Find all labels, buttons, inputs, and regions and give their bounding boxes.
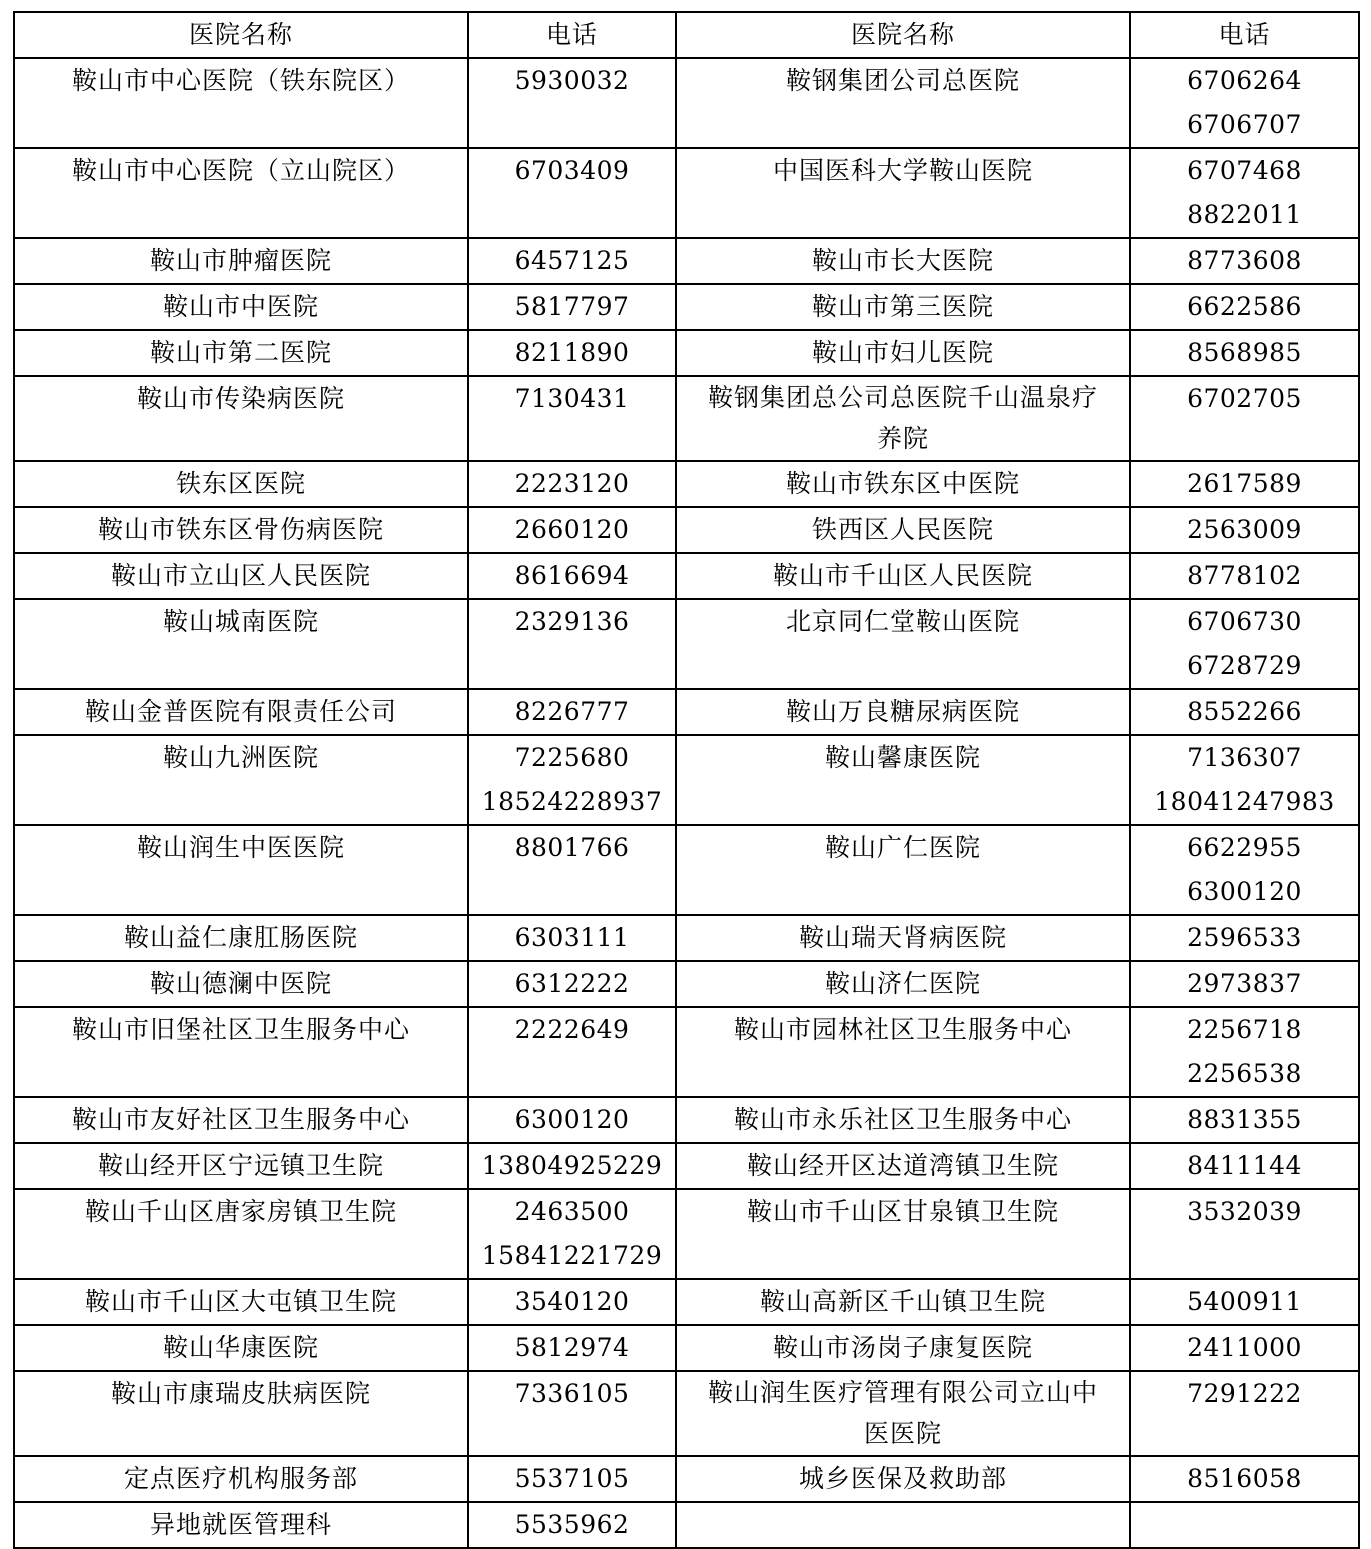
table-row: [14, 961, 1359, 1007]
table-row: [14, 1143, 1359, 1189]
phone-cell: 7130431: [468, 376, 676, 461]
phone-cell: [1130, 735, 1359, 825]
hospital-name-cell: [676, 376, 1130, 461]
phone-number: 3532039: [1187, 1197, 1302, 1226]
phone-number: 6706707: [1187, 110, 1302, 139]
phone-cell: 2660120: [468, 507, 676, 553]
phone-number: 5930032: [514, 66, 630, 95]
hospital-name-line: 医医院: [863, 1419, 942, 1448]
hospital-name-cell: 定点医疗机构服务部: [14, 1456, 468, 1502]
phone-cell: 8516058: [1130, 1456, 1359, 1502]
hospital-name-cell: 鞍山市长大医院: [676, 238, 1130, 284]
phone-cell: [468, 58, 676, 148]
phone-number: 15841221729: [481, 1241, 663, 1270]
phone-cell: 8552266: [1130, 689, 1359, 735]
hospital-name-cell: 鞍山市中心医院（铁东院区）: [14, 58, 468, 148]
phone-number: 2256718: [1187, 1015, 1302, 1044]
phone-number: 6703409: [514, 156, 630, 185]
phone-number: 8822011: [1187, 200, 1302, 229]
hospital-name-cell: 鞍山经开区达道湾镇卫生院: [676, 1143, 1130, 1189]
hospital-name-cell: 鞍山市千山区大屯镇卫生院: [14, 1279, 468, 1325]
phone-cell: 2563009: [1130, 507, 1359, 553]
phone-cell: [468, 148, 676, 238]
phone-number: 8801766: [514, 833, 630, 862]
hospital-name-line: 鞍山润生医疗管理有限公司立山中: [707, 1378, 1098, 1407]
phone-cell: [468, 1007, 676, 1097]
hospital-name-cell: 鞍山市永乐社区卫生服务中心: [676, 1097, 1130, 1143]
phone-cell: 6702705: [1130, 376, 1359, 461]
phone-cell: 5400911: [1130, 1279, 1359, 1325]
phone-number: 2463500: [514, 1197, 630, 1226]
table-row: [14, 376, 1359, 461]
table-row: [14, 1325, 1359, 1371]
phone-cell: [1130, 1007, 1359, 1097]
hospital-name-cell: 城乡医保及救助部: [676, 1456, 1130, 1502]
table-row: [14, 553, 1359, 599]
hospital-name-cell: 铁东区医院: [14, 461, 468, 507]
phone-cell: 2617589: [1130, 461, 1359, 507]
phone-number: 6706730: [1187, 607, 1302, 636]
hospital-name-line: 养院: [876, 424, 929, 453]
header-hospital-name-right: 医院名称: [676, 12, 1130, 58]
phone-cell: 5535962: [468, 1502, 676, 1548]
table-row: [14, 284, 1359, 330]
phone-number: 6622955: [1187, 833, 1302, 862]
hospital-name-cell: 鞍山九洲医院: [14, 735, 468, 825]
hospital-name-cell: 鞍山华康医院: [14, 1325, 468, 1371]
table-row: [14, 1007, 1359, 1097]
table-row: [14, 58, 1359, 148]
hospital-name-cell: 鞍山万良糖尿病医院: [676, 689, 1130, 735]
phone-number: 2329136: [514, 607, 630, 636]
hospital-name-cell: 鞍山润生中医医院: [14, 825, 468, 915]
table-row: [14, 238, 1359, 284]
table-row: [14, 689, 1359, 735]
phone-cell: 6312222: [468, 961, 676, 1007]
hospital-phone-table: [13, 11, 1360, 1549]
table-row: [14, 330, 1359, 376]
hospital-name-cell: 鞍山市第二医院: [14, 330, 468, 376]
hospital-name-cell: 鞍钢集团公司总医院: [676, 58, 1130, 148]
hospital-name-cell: 鞍山市妇儿医院: [676, 330, 1130, 376]
hospital-name-line: 鞍钢集团总公司总医院千山温泉疗: [707, 383, 1098, 412]
hospital-name-cell: 鞍山市旧堡社区卫生服务中心: [14, 1007, 468, 1097]
hospital-name-cell: 鞍山市第三医院: [676, 284, 1130, 330]
hospital-name-cell: 中国医科大学鞍山医院: [676, 148, 1130, 238]
phone-cell: 8831355: [1130, 1097, 1359, 1143]
hospital-name-cell: 鞍山市传染病医院: [14, 376, 468, 461]
phone-number: 7136307: [1187, 743, 1302, 772]
hospital-name-cell: 鞍山德澜中医院: [14, 961, 468, 1007]
phone-cell: 2596533: [1130, 915, 1359, 961]
hospital-name-cell: 鞍山市汤岗子康复医院: [676, 1325, 1130, 1371]
phone-cell: 6457125: [468, 238, 676, 284]
phone-cell: 8616694: [468, 553, 676, 599]
table-header-row: [14, 12, 1359, 58]
table-row: [14, 1371, 1359, 1456]
header-phone-left: 电话: [468, 12, 676, 58]
hospital-name-cell: 鞍山市千山区人民医院: [676, 553, 1130, 599]
hospital-name-cell: 鞍山市中心医院（立山院区）: [14, 148, 468, 238]
hospital-name-cell: 鞍山城南医院: [14, 599, 468, 689]
table-row: [14, 1279, 1359, 1325]
phone-cell: [468, 735, 676, 825]
phone-number: 6706264: [1187, 66, 1302, 95]
phone-number: 2256538: [1187, 1059, 1302, 1088]
hospital-name-cell: 鞍山市千山区甘泉镇卫生院: [676, 1189, 1130, 1279]
phone-cell: 8778102: [1130, 553, 1359, 599]
table-row: [14, 148, 1359, 238]
phone-cell: 3540120: [468, 1279, 676, 1325]
hospital-name-cell: 鞍山广仁医院: [676, 825, 1130, 915]
table-row: [14, 1456, 1359, 1502]
hospital-name-cell: 鞍山益仁康肛肠医院: [14, 915, 468, 961]
hospital-name-cell: 鞍山市康瑞皮肤病医院: [14, 1371, 468, 1456]
phone-cell: 8411144: [1130, 1143, 1359, 1189]
table-row: [14, 1502, 1359, 1548]
phone-cell: 5817797: [468, 284, 676, 330]
phone-cell: [1130, 148, 1359, 238]
hospital-name-cell: 鞍山市中医院: [14, 284, 468, 330]
phone-cell: 6300120: [468, 1097, 676, 1143]
phone-cell: 6303111: [468, 915, 676, 961]
phone-cell: 6622586: [1130, 284, 1359, 330]
phone-cell: [468, 825, 676, 915]
hospital-name-cell: [676, 1502, 1130, 1548]
table-row: [14, 599, 1359, 689]
table-row: [14, 1189, 1359, 1279]
phone-cell: 7336105: [468, 1371, 676, 1456]
hospital-name-cell: 铁西区人民医院: [676, 507, 1130, 553]
hospital-name-cell: 鞍山济仁医院: [676, 961, 1130, 1007]
phone-cell: 13804925229: [468, 1143, 676, 1189]
phone-cell: [468, 1189, 676, 1279]
hospital-name-cell: 鞍山市铁东区骨伤病医院: [14, 507, 468, 553]
table-row: [14, 507, 1359, 553]
phone-number: 2222649: [514, 1015, 630, 1044]
phone-cell: 2973837: [1130, 961, 1359, 1007]
hospital-name-cell: 异地就医管理科: [14, 1502, 468, 1548]
hospital-name-cell: 鞍山金普医院有限责任公司: [14, 689, 468, 735]
hospital-name-cell: 鞍山市肿瘤医院: [14, 238, 468, 284]
hospital-name-cell: 北京同仁堂鞍山医院: [676, 599, 1130, 689]
hospital-name-cell: [676, 1371, 1130, 1456]
phone-cell: 8773608: [1130, 238, 1359, 284]
table-row: [14, 461, 1359, 507]
phone-cell: 5537105: [468, 1456, 676, 1502]
phone-cell: [1130, 1502, 1359, 1548]
phone-cell: [1130, 599, 1359, 689]
table-row: [14, 1097, 1359, 1143]
phone-number: 18524228937: [481, 787, 663, 816]
phone-number: 6300120: [1187, 877, 1302, 906]
hospital-name-cell: 鞍山市立山区人民医院: [14, 553, 468, 599]
phone-cell: [1130, 1189, 1359, 1279]
phone-cell: 2411000: [1130, 1325, 1359, 1371]
header-hospital-name-left: 医院名称: [14, 12, 468, 58]
phone-cell: 8226777: [468, 689, 676, 735]
hospital-name-cell: 鞍山瑞天肾病医院: [676, 915, 1130, 961]
hospital-name-cell: 鞍山市园林社区卫生服务中心: [676, 1007, 1130, 1097]
table-row: [14, 915, 1359, 961]
phone-cell: [468, 599, 676, 689]
phone-cell: 8568985: [1130, 330, 1359, 376]
table-row: [14, 735, 1359, 825]
table-row: [14, 825, 1359, 915]
hospital-name-cell: 鞍山馨康医院: [676, 735, 1130, 825]
phone-number: 6728729: [1187, 651, 1302, 680]
header-phone-right: 电话: [1130, 12, 1359, 58]
phone-cell: 7291222: [1130, 1371, 1359, 1456]
phone-cell: 8211890: [468, 330, 676, 376]
hospital-name-cell: 鞍山千山区唐家房镇卫生院: [14, 1189, 468, 1279]
hospital-name-cell: 鞍山市铁东区中医院: [676, 461, 1130, 507]
phone-number: 7225680: [514, 743, 630, 772]
phone-cell: 5812974: [468, 1325, 676, 1371]
hospital-name-cell: 鞍山经开区宁远镇卫生院: [14, 1143, 468, 1189]
phone-cell: 2223120: [468, 461, 676, 507]
phone-number: 18041247983: [1154, 787, 1335, 816]
phone-cell: [1130, 58, 1359, 148]
hospital-name-cell: 鞍山市友好社区卫生服务中心: [14, 1097, 468, 1143]
phone-cell: [1130, 825, 1359, 915]
phone-number: 6707468: [1187, 156, 1302, 185]
hospital-name-cell: 鞍山高新区千山镇卫生院: [676, 1279, 1130, 1325]
